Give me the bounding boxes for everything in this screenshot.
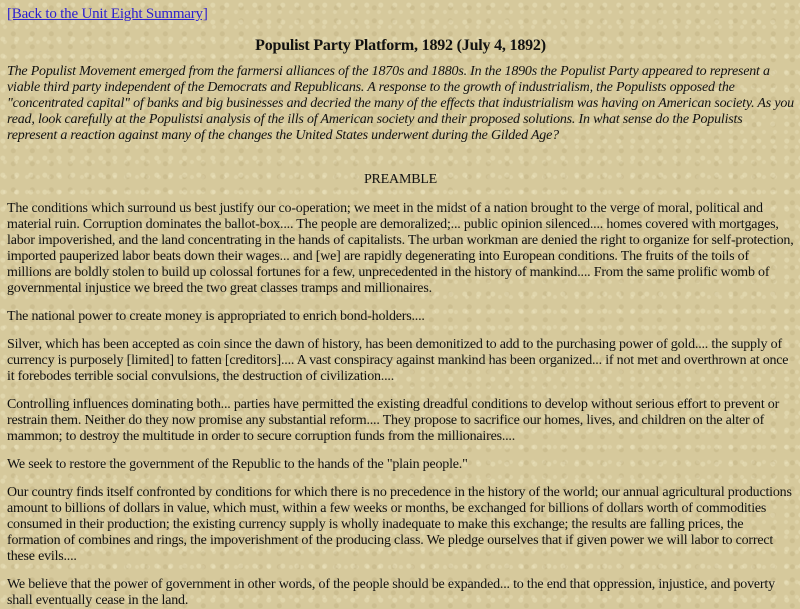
page-title: Populist Party Platform, 1892 (July 4, 1892): [255, 37, 546, 54]
body-paragraph: Silver, which has been accepted as coin since the dawn of history, has been demonitized to add to the purchasing power of gold.... the supply of currency is purposely [limited] to fatten [creditors].... A vast conspiracy against mankind has been organized... if not met and overthrown at once it forebodes terrible social convulsions, the destruction of civilization....: [7, 337, 789, 384]
body-paragraph: We believe that the power of government in other words, of the people should be expanded... to the end that oppression, injustice, and poverty shall eventually cease in the land.: [7, 577, 775, 608]
intro-paragraph: The Populist Movement emerged from the farmersi alliances of the 1870s and 1880s. In the 1890s the Populist Party appeared to represent a viable third party independent of the Democrats and Republicans. A response to the growth of industrialism, the Populists opposed the "concentrated capital" of banks and big businesses and decried the many of the effects that industrialism was having on American society. As you read, look carefully at the Populistsi analysis of the ills of American society and their proposed solutions. In what sense do the Populists represent a reaction against many of the changes the United States underwent during the Gilded Age?: [7, 64, 794, 143]
body-paragraph: Controlling influences dominating both... parties have permitted the existing dreadful conditions to develop without serious effort to prevent or restrain them. Neither do they now promise any substantial reform.... They propose to sacrifice our homes, lives, and children on the alter of mammon; to destroy the multitude in order to secure corruption funds from the millionaires....: [7, 397, 780, 444]
back-to-summary-link[interactable]: [Back to the Unit Eight Summary]: [7, 6, 208, 22]
body-paragraph: The conditions which surround us best justify our co-operation; we meet in the midst of a nation brought to the verge of moral, political and material ruin. Corruption dominates the ballot-box.... The people are demoralized;... public opinion silenced.... homes covered with mortgages, labor impoverished, and the land concentrating in the hands of capitalists. The urban workman are denied the right to organize for self-protection, imported pauperized labor beats down their wages... and [we] are rapidly degenerating into European conditions. The fruits of the toils of millions are boldly stolen to build up colossal fortunes for a few, unprecedented in the history of mankind.... From the same prolific womb of governmental injustice we breed the two great classes tramps and millionaires.: [7, 201, 794, 296]
body-paragraph: The national power to create money is appropriated to enrich bond-holders....: [7, 309, 425, 324]
body-paragraph: We seek to restore the government of the Republic to the hands of the "plain people.": [7, 457, 468, 472]
body-paragraph: Our country finds itself confronted by conditions for which there is no precedence in the history of the world; our annual agricultural productions amount to billions of dollars in value, which must, within a few weeks or months, be exchanged for billions of dollars worth of commodities consumed in their production; the existing currency supply is wholly inadequate to make this exchange; the results are falling prices, the formation of combines and rings, the impoverishment of the producing class. We pledge ourselves that if given power we will labor to correct these evils....: [7, 485, 792, 564]
section-heading-preamble: PREAMBLE: [363, 172, 438, 187]
